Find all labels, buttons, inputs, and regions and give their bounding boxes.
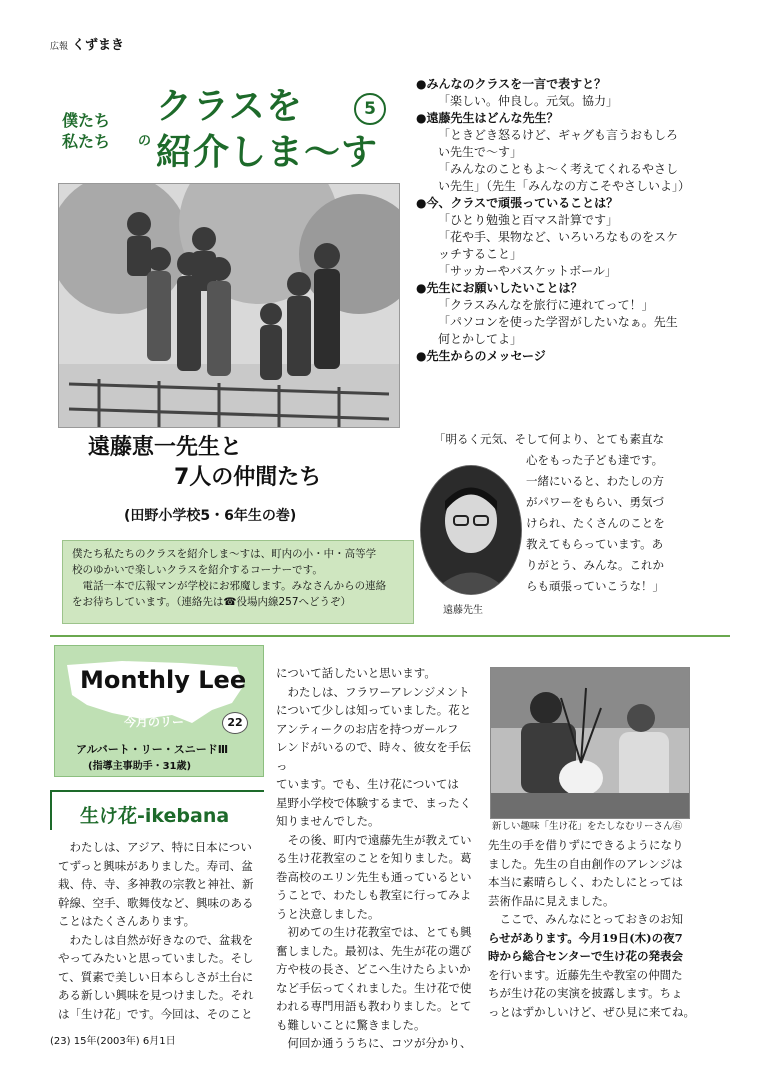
small-title-line-1: 僕たち: [62, 111, 111, 130]
article-line: 本当に素晴らしく、わたしにとっては: [488, 875, 684, 889]
article-line: ここで、みんなにとっておきのお知: [488, 912, 684, 926]
article-line: 知りませんでした。: [276, 814, 380, 828]
article-line: わたしは、アジア、特に日本につい: [58, 840, 252, 854]
article-line: 初めての生け花教室では、とても興: [276, 925, 472, 939]
teacher-caption: 遠藤先生: [443, 605, 483, 616]
intro-line: 電話一本で広報マンが学校にお邪魔します。みなさんからの連絡: [72, 580, 387, 592]
article-column-3: [488, 836, 698, 1021]
message-line: 一緒にいると、わたしの方: [526, 474, 664, 488]
question: ●遠藤先生はどんな先生？: [416, 111, 559, 125]
article-line: 先生の手を借りずにできるようになり: [488, 838, 684, 852]
masthead-title: くずまき: [72, 38, 125, 53]
answer: ッチすること」: [438, 247, 523, 261]
author-name: アルバート・リー・スニードⅢ: [76, 743, 229, 756]
article-column-2: [276, 664, 476, 1053]
intro-line: 僕たち私たちのクラスを紹介しま〜すは、町内の小・中・高等学: [72, 548, 377, 560]
article-line: ある新しい興味を見つけました。それ: [58, 988, 254, 1002]
feature-small-title: [62, 110, 110, 152]
question: ●今、クラスで頑張っていることは？: [416, 196, 619, 210]
message-line: がパワーをもらい、勇気づ: [526, 495, 664, 509]
article-line: て、質素で美しい日本らしさが土台に: [58, 969, 254, 984]
headline-line-2: 7人の仲間たち: [174, 465, 322, 490]
article-column-1: [58, 838, 268, 1023]
message-line: けられ、たくさんのことを: [526, 516, 665, 530]
article-line: について少しは知っていました。花と: [276, 703, 472, 717]
answer: い先生で〜す」: [438, 145, 523, 159]
question: ●みんなのクラスを一言で表すと？: [416, 77, 607, 91]
article-line: 星野小学校で体験するまで、まったく: [276, 795, 472, 810]
section-divider: [50, 635, 730, 638]
article-line: 巻高校のエリン先生も通っているとい: [276, 869, 472, 884]
article-line: 何回か通ううちに、コツが分かり、: [276, 1036, 472, 1050]
article-line: を行います。近藤先生や教室の仲間た: [488, 967, 683, 982]
article-line: アンティークのお店を持つガールフ: [276, 721, 459, 736]
article-line: ました。先生の自由創作のアレンジは: [488, 856, 683, 871]
question: ●先生にお願いしたいことは？: [416, 281, 583, 295]
feature-headline: [88, 433, 388, 493]
article-line: 幹線、空手、歌舞伎など、興味のある: [58, 895, 254, 910]
answer: 「花や手、果物など、いろいろなものをスケ: [438, 230, 679, 244]
article-title: 生け花-ikebana: [80, 805, 230, 827]
monthly-lee-number: 22: [222, 712, 248, 734]
headline-line-1: 遠藤恵一先生と: [88, 435, 243, 460]
masthead-prefix: 広報: [50, 42, 69, 52]
message-line: 教えてもらっています。あ: [526, 537, 664, 551]
answer: 「ときどき怒るけど、ギャグも言うおもしろ: [438, 128, 679, 142]
answer: 何とかしてよ」: [438, 332, 523, 346]
monthly-lee-subtitle: 今月のリー: [124, 715, 185, 729]
article-line: ことはたくさんあります。: [58, 914, 196, 928]
answer: い先生」（先生「みんなの方こそやさしいよ」）: [438, 179, 691, 193]
answer: 「楽しい。仲良し。元気。協力」: [438, 94, 619, 108]
article-line: ちが生け花の実演を披露します。ちょ: [488, 986, 683, 1000]
no-particle: の: [138, 134, 152, 149]
monthly-lee-title: Monthly Lee: [80, 666, 247, 694]
author-role: (指導主事助手・31歳): [88, 761, 192, 772]
article-line: っとはずかしいけど、ぜひ見に来てね。: [488, 1004, 695, 1019]
article-line: 時から総合センターで生け花の発表会: [488, 949, 684, 963]
main-title-line-1: クラスを: [156, 86, 303, 127]
article-line: うことで、わたしも教室に行ってみよ: [276, 888, 472, 902]
article-line: 芸術作品に見えました。: [488, 893, 615, 908]
message-line: 心をもった子ども達です。: [526, 453, 664, 467]
class-photo: [58, 183, 400, 428]
article-line: やってみたいと思っていました。そし: [58, 951, 254, 965]
question: ●先生からのメッセージ: [416, 349, 546, 363]
article-line: らせがあります。今月19日(木)の夜7: [488, 930, 683, 945]
message-first-line: 「明るく元気、そして何より、とても素直な: [434, 432, 664, 446]
article-line: ています。でも、生け花については: [276, 777, 459, 791]
masthead: [50, 34, 124, 53]
message-line: りがとう、みんな。これか: [526, 558, 664, 572]
answer: 「みんなのこともよ〜く考えてくれるやさし: [438, 162, 679, 176]
intro-line: をお待ちしています。（連絡先は☎役場内線257へどうぞ）: [72, 596, 352, 608]
article-line: は「生け花」です。今回は、そのこと: [58, 1006, 253, 1021]
feature-subheadline: (田野小学校5・6年生の巻): [124, 508, 297, 524]
intro-text: [72, 546, 406, 610]
article-line: うと決意しました。: [276, 906, 380, 921]
answer: 「ひとり勉強と百マス計算です」: [438, 213, 619, 227]
teacher-photo: [420, 465, 522, 595]
answer: 「パソコンを使った学習がしたいなぁ。先生: [438, 315, 678, 329]
article-line: その後、町内で遠藤先生が教えてい: [276, 832, 472, 847]
intro-line: 校のゆかいで楽しいクラスを紹介するコーナーです。: [72, 564, 323, 576]
ikebana-photo-caption: 新しい趣味「生け花」をたしなむリーさん㊨: [492, 821, 683, 832]
article-line: る生け花教室のことを知りました。葛: [276, 851, 472, 865]
qa-list: [416, 76, 716, 365]
issue-number: 5: [354, 93, 386, 125]
feature-main-title: [156, 84, 378, 176]
article-line: も難しいことに驚きました。: [276, 1017, 426, 1032]
article-line: など手伝ってくれました。生け花で使: [276, 980, 472, 995]
answer: 「クラスみんなを旅行に連れてって！」: [438, 298, 654, 312]
article-line: わたしは、フラワーアレンジメント: [276, 684, 470, 699]
article-line: てずっと興味がありました。寿司、盆: [58, 858, 253, 873]
article-line: 奮しました。最初は、先生が花の選び: [276, 943, 472, 958]
article-line: について話したいと思います。: [276, 666, 436, 680]
article-line: 方や枝の長さ、どこへ生けたらよいか: [276, 962, 471, 976]
article-line: レンドがいるので、時々、彼女を手伝っ: [276, 740, 471, 773]
answer: 「サッカーやバスケットボール」: [438, 264, 617, 278]
article-line: われる専門用語も教わりました。とて: [276, 999, 472, 1013]
main-title-line-2: 紹介しま〜す: [156, 132, 379, 173]
ikebana-photo: [490, 667, 690, 819]
page-footer: (23) 15年(2003年) 6月1日: [50, 1036, 176, 1047]
article-line: 栽、侍、寺、多神教の宗教と神社、新: [58, 877, 254, 891]
small-title-line-2: 私たち: [62, 132, 111, 151]
message-line: らも頑張っていこうな！」: [526, 579, 664, 593]
message-body: [526, 450, 721, 597]
article-line: わたしは自然が好きなので、盆栽を: [58, 932, 254, 947]
